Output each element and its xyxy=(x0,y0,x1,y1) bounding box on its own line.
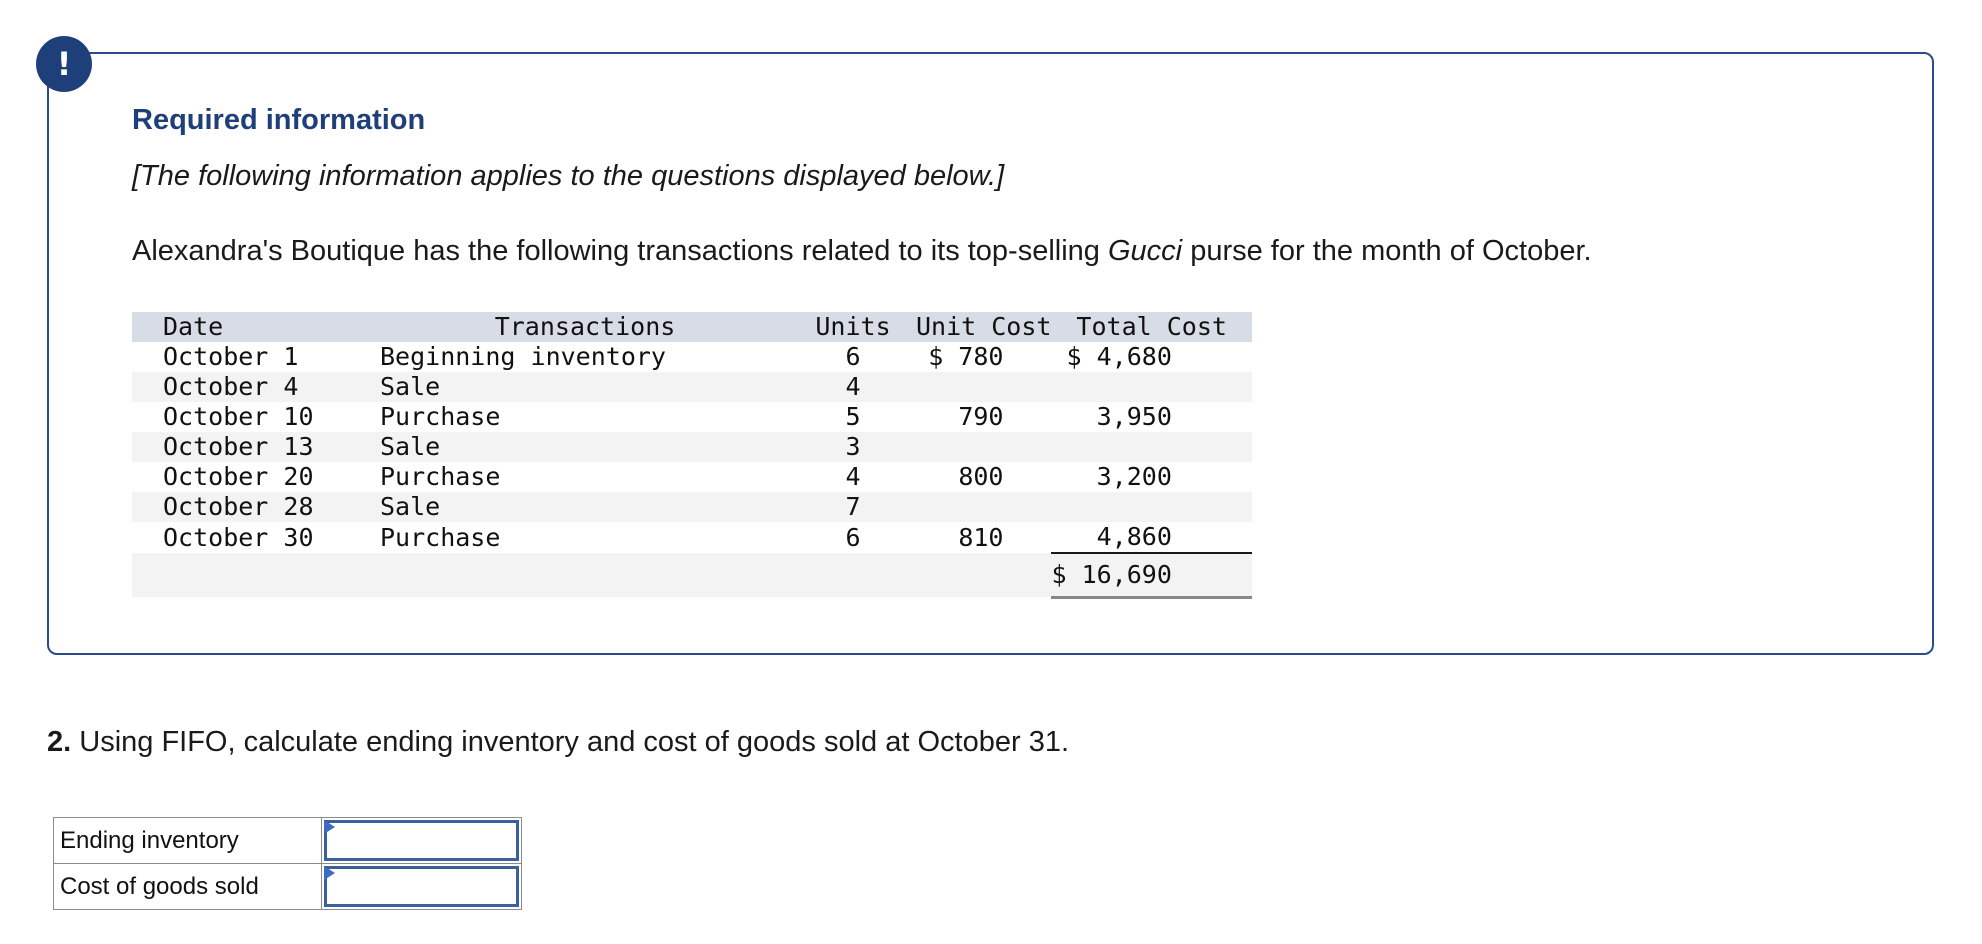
row-total-cost xyxy=(1051,492,1251,522)
row-date: October 4 xyxy=(163,372,299,401)
info-applies-note: [The following information applies to the questions displayed below.] xyxy=(132,160,1005,192)
row-unit-cost: 790 xyxy=(958,402,1004,431)
row-unit-cost: $ 780 xyxy=(928,342,1004,371)
empty-cell xyxy=(132,553,380,597)
question-prompt xyxy=(47,726,1069,759)
row-total-cost: $ 4,680 xyxy=(1066,342,1172,371)
required-information-title: Required information xyxy=(132,104,426,136)
grand-total-value: $ 16,690 xyxy=(1051,553,1251,597)
row-total-cost: 3,200 xyxy=(1096,462,1172,491)
row-units: 4 xyxy=(845,462,861,491)
row-transaction: Sale xyxy=(380,432,441,461)
row-date: October 1 xyxy=(163,342,299,371)
row-transaction: Sale xyxy=(380,492,441,521)
exclamation-icon: ! xyxy=(36,36,92,92)
empty-cell xyxy=(790,553,916,597)
table-row xyxy=(132,372,1252,402)
cost-of-goods-sold-cell xyxy=(322,864,522,910)
row-units: 7 xyxy=(845,492,861,521)
row-transaction: Purchase xyxy=(380,462,501,491)
table-row xyxy=(132,402,1252,432)
empty-cell xyxy=(380,553,790,597)
row-units: 6 xyxy=(845,522,861,552)
question-number: 2. xyxy=(47,726,72,758)
row-units: 5 xyxy=(845,402,861,431)
row-unit-cost: 810 xyxy=(958,522,1004,552)
input-marker-icon xyxy=(324,866,335,880)
ending-inventory-label: Ending inventory xyxy=(54,818,322,864)
answer-row-ending-inventory xyxy=(54,818,522,864)
row-total-cost xyxy=(1051,372,1251,402)
row-transaction: Beginning inventory xyxy=(380,342,666,371)
header-unit-cost: Unit Cost xyxy=(916,312,1052,341)
row-date: October 20 xyxy=(163,462,314,491)
grand-total-row xyxy=(132,553,1252,597)
header-total-cost: Total Cost xyxy=(1076,312,1227,341)
header-date: Date xyxy=(163,312,224,341)
cost-of-goods-sold-label: Cost of goods sold xyxy=(54,864,322,910)
table-row xyxy=(132,522,1252,553)
table-row xyxy=(132,342,1252,372)
ending-inventory-cell xyxy=(322,818,522,864)
row-units: 4 xyxy=(845,372,861,401)
row-units: 6 xyxy=(845,342,861,371)
header-transactions: Transactions xyxy=(494,312,676,341)
table-row xyxy=(132,432,1252,462)
row-unit-cost: 800 xyxy=(958,462,1004,491)
input-marker-icon xyxy=(324,820,335,834)
row-total-cost: 3,950 xyxy=(1096,402,1172,431)
row-units: 3 xyxy=(845,432,861,461)
row-date: October 28 xyxy=(163,492,314,521)
row-unit-cost xyxy=(916,492,1051,522)
row-unit-cost xyxy=(916,432,1051,462)
table-row xyxy=(132,492,1252,522)
empty-cell xyxy=(916,553,1051,597)
row-total-cost: 4,860 xyxy=(1051,522,1251,553)
row-transaction: Sale xyxy=(380,372,441,401)
header-units: Units xyxy=(815,312,891,341)
row-total-cost xyxy=(1051,432,1251,462)
cost-of-goods-sold-input[interactable] xyxy=(324,866,519,907)
row-date: October 30 xyxy=(163,522,314,552)
row-transaction: Purchase xyxy=(380,402,501,431)
description-text-start: Alexandra's Boutique has the following transactions related to its top-selling xyxy=(132,235,1108,267)
problem-description xyxy=(132,235,1592,268)
question-text: Using FIFO, calculate ending inventory and cost of goods sold at October 31. xyxy=(71,726,1070,758)
row-date: October 13 xyxy=(163,432,314,461)
table-header-row xyxy=(132,312,1252,342)
transactions-table xyxy=(132,312,1252,599)
description-brand: Gucci xyxy=(1108,235,1183,267)
row-unit-cost xyxy=(916,372,1051,402)
description-text-end: purse for the month of October. xyxy=(1182,235,1592,267)
table-row xyxy=(132,462,1252,492)
row-transaction: Purchase xyxy=(380,522,501,552)
ending-inventory-input[interactable] xyxy=(324,820,519,861)
answer-table xyxy=(53,817,522,910)
answer-row-cost-of-goods-sold xyxy=(54,864,522,910)
row-date: October 10 xyxy=(163,402,314,431)
